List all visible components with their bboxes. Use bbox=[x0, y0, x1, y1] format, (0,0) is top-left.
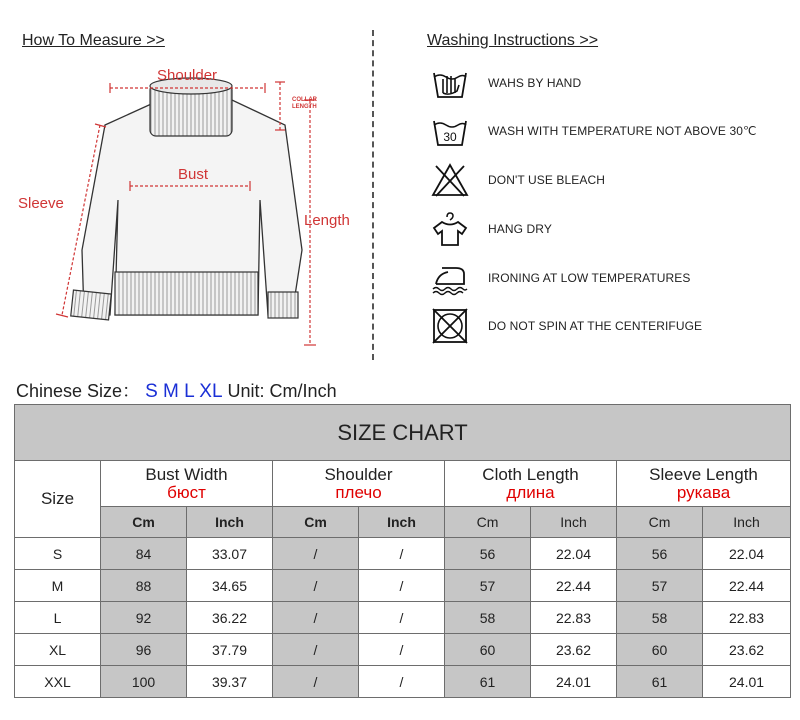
unit-header: Cm bbox=[445, 507, 531, 538]
value-cell: / bbox=[273, 666, 359, 698]
value-cell: 61 bbox=[445, 666, 531, 698]
table-row bbox=[15, 634, 791, 666]
value-cell: 96 bbox=[101, 634, 187, 666]
bust-measure-label: Bust bbox=[178, 166, 209, 183]
value-cell: / bbox=[359, 666, 445, 698]
group-name: Shoulder bbox=[324, 464, 393, 484]
value-cell: 92 bbox=[101, 602, 187, 634]
unit-header: Cm bbox=[617, 507, 703, 538]
value-cell: / bbox=[273, 634, 359, 666]
value-cell: 22.83 bbox=[531, 602, 617, 634]
wash-item-30 bbox=[430, 111, 790, 151]
wash-item-label: IRONING AT LOW TEMPERATURES bbox=[488, 271, 691, 285]
group-name-ru: бюст bbox=[167, 482, 206, 502]
wash-30-icon bbox=[430, 113, 470, 149]
group-name: Bust Width bbox=[145, 464, 228, 484]
size-column-header: Size bbox=[15, 461, 101, 538]
value-cell: 57 bbox=[617, 570, 703, 602]
value-cell: 84 bbox=[101, 538, 187, 570]
length-measure-label: Length bbox=[304, 212, 350, 229]
sleeve-measure-label: Sleeve bbox=[18, 195, 64, 212]
hand-wash-icon bbox=[430, 65, 470, 101]
value-cell: 58 bbox=[617, 602, 703, 634]
value-cell: 88 bbox=[101, 570, 187, 602]
size-cell: XXL bbox=[15, 666, 101, 698]
wash-item-no-spin bbox=[430, 306, 790, 346]
how-to-measure-heading: How To Measure >> bbox=[22, 32, 165, 49]
group-name: Sleeve Length bbox=[649, 464, 758, 484]
size-cell: XL bbox=[15, 634, 101, 666]
value-cell: 56 bbox=[617, 538, 703, 570]
unit-header: Cm bbox=[273, 507, 359, 538]
table-row bbox=[15, 570, 791, 602]
collar-label-line2: LENGTH bbox=[292, 104, 317, 110]
value-cell: 34.65 bbox=[187, 570, 273, 602]
iron-low-icon bbox=[430, 260, 470, 296]
bust-width-header bbox=[101, 461, 273, 507]
table-row bbox=[15, 602, 791, 634]
value-cell: / bbox=[359, 570, 445, 602]
shoulder-header bbox=[273, 461, 445, 507]
washing-instructions-heading: Washing Instructions >> bbox=[427, 32, 599, 49]
collar-label-line1: COLLAR bbox=[292, 97, 317, 103]
wash-item-label: DON'T USE BLEACH bbox=[488, 173, 606, 187]
sweater-hem bbox=[115, 272, 258, 315]
sleeve-length-header bbox=[617, 461, 791, 507]
section-divider bbox=[372, 30, 374, 360]
wash-item-label: DO NOT SPIN AT THE CENTERIFUGE bbox=[488, 319, 703, 333]
size-chart-title: SIZE CHART bbox=[15, 405, 791, 461]
unit-header: Inch bbox=[531, 507, 617, 538]
value-cell: 22.83 bbox=[703, 602, 791, 634]
unit-label: Unit: Cm/Inch bbox=[227, 381, 337, 401]
cloth-length-header bbox=[445, 461, 617, 507]
value-cell: / bbox=[273, 602, 359, 634]
table-row bbox=[15, 666, 791, 698]
value-cell: 60 bbox=[617, 634, 703, 666]
wash-item-iron bbox=[430, 258, 790, 298]
value-cell: 22.44 bbox=[531, 570, 617, 602]
unit-header: Inch bbox=[703, 507, 791, 538]
wash-item-label: WAHS BY HAND bbox=[488, 76, 582, 90]
wash-temp-text: 30 bbox=[443, 130, 457, 144]
value-cell: 56 bbox=[445, 538, 531, 570]
value-cell: 23.62 bbox=[703, 634, 791, 666]
wash-item-label: WASH WITH TEMPERATURE NOT ABOVE 30℃ bbox=[488, 124, 757, 138]
value-cell: 33.07 bbox=[187, 538, 273, 570]
value-cell: 24.01 bbox=[703, 666, 791, 698]
value-cell: / bbox=[273, 538, 359, 570]
value-cell: 22.04 bbox=[703, 538, 791, 570]
group-name-ru: рукава bbox=[676, 482, 731, 502]
value-cell: / bbox=[359, 538, 445, 570]
value-cell: 58 bbox=[445, 602, 531, 634]
group-name-ru: длина bbox=[506, 482, 555, 502]
unit-header: Cm bbox=[101, 507, 187, 538]
wash-item-hand bbox=[430, 63, 790, 103]
unit-header: Inch bbox=[187, 507, 273, 538]
group-name: Cloth Length bbox=[482, 464, 579, 484]
value-cell: 100 bbox=[101, 666, 187, 698]
chinese-size-prefix: Chinese Size： bbox=[16, 381, 141, 401]
value-cell: 39.37 bbox=[187, 666, 273, 698]
value-cell: / bbox=[359, 602, 445, 634]
size-cell: M bbox=[15, 570, 101, 602]
value-cell: 24.01 bbox=[531, 666, 617, 698]
no-spin-icon bbox=[430, 308, 470, 344]
value-cell: 36.22 bbox=[187, 602, 273, 634]
value-cell: 60 bbox=[445, 634, 531, 666]
table-row bbox=[15, 538, 791, 570]
wash-item-hang-dry bbox=[430, 209, 790, 249]
chinese-size-line bbox=[16, 377, 337, 403]
value-cell: 57 bbox=[445, 570, 531, 602]
value-cell: / bbox=[359, 634, 445, 666]
hang-dry-icon bbox=[430, 211, 470, 247]
value-cell: 22.44 bbox=[703, 570, 791, 602]
unit-header: Inch bbox=[359, 507, 445, 538]
value-cell: / bbox=[273, 570, 359, 602]
value-cell: 23.62 bbox=[531, 634, 617, 666]
value-cell: 61 bbox=[617, 666, 703, 698]
value-cell: 22.04 bbox=[531, 538, 617, 570]
no-bleach-icon bbox=[430, 162, 470, 198]
shoulder-measure-label: Shoulder bbox=[157, 67, 218, 84]
wash-item-no-bleach bbox=[430, 160, 790, 200]
wash-item-label: HANG DRY bbox=[488, 222, 552, 236]
value-cell: 37.79 bbox=[187, 634, 273, 666]
chinese-size-values: S M L XL bbox=[145, 381, 223, 402]
size-chart-table bbox=[14, 404, 791, 698]
collar-length-label bbox=[292, 97, 317, 111]
size-cell: L bbox=[15, 602, 101, 634]
size-cell: S bbox=[15, 538, 101, 570]
group-name-ru: плечо bbox=[335, 482, 382, 502]
